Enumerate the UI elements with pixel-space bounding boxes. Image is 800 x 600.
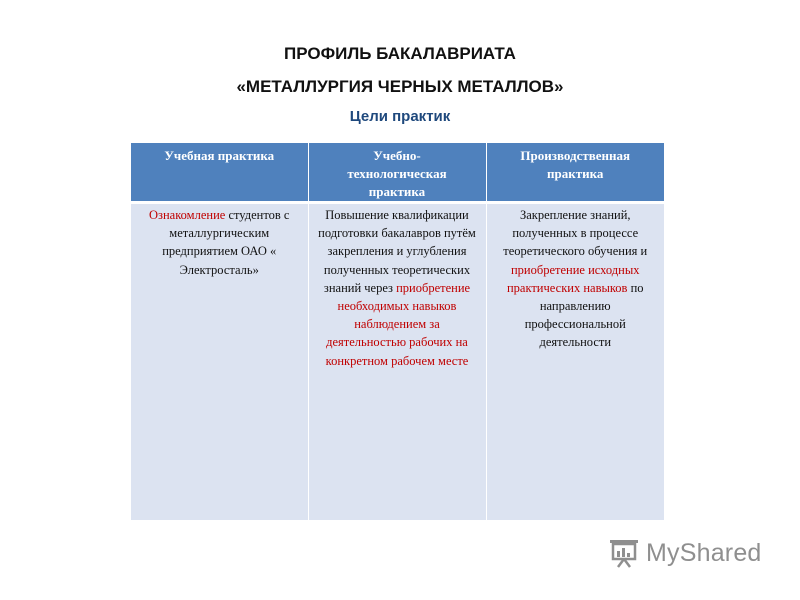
slide-subtitle: Цели практик bbox=[349, 108, 451, 125]
cell-educational-practice bbox=[131, 203, 308, 520]
table-row bbox=[131, 203, 664, 520]
cell-3-text-1: Закрепление знаний, полученных в процессе теоретического обучения и bbox=[503, 208, 648, 259]
slide-title-line-1: ПРОФИЛЬ БАКАЛАВРИАТА bbox=[284, 44, 516, 63]
presentation-board-icon bbox=[608, 537, 640, 569]
cell-3-highlight: приобретение исходных практических навыков bbox=[506, 262, 640, 295]
header-educational-practice: Учебная практика bbox=[131, 143, 308, 203]
cell-2-highlight-1: приобретение необходимых навыков bbox=[337, 280, 471, 314]
slide-title-line-2: «МЕТАЛЛУРГИЯ ЧЕРНЫХ МЕТАЛЛОВ» bbox=[236, 77, 564, 96]
cell-industrial-practice bbox=[486, 203, 664, 520]
cell-1-highlight: Ознакомление bbox=[149, 208, 226, 222]
cell-technological-practice bbox=[308, 203, 486, 520]
cell-2-highlight-2: наблюдением за деятельностью рабочих на конкретном рабочем месте bbox=[325, 317, 469, 368]
practice-goals-table bbox=[131, 143, 664, 520]
myshared-watermark bbox=[608, 536, 762, 570]
table-header-row bbox=[131, 143, 664, 203]
watermark-text: MyShared bbox=[646, 538, 762, 567]
header-industrial-practice: Производственная практика bbox=[486, 143, 664, 203]
cell-1-text: студентов с металлургическим предприятием ОАО « Электросталь» bbox=[162, 208, 290, 277]
header-technological-practice: Учебно-технологическая практика bbox=[308, 143, 486, 203]
cell-3-text-2: по направлению профессиональной деятельности bbox=[524, 280, 644, 350]
cell-2-text: Повышение квалификации подготовки бакалавров путём закрепления и углубления полученных теоретических знаний через bbox=[318, 208, 476, 295]
